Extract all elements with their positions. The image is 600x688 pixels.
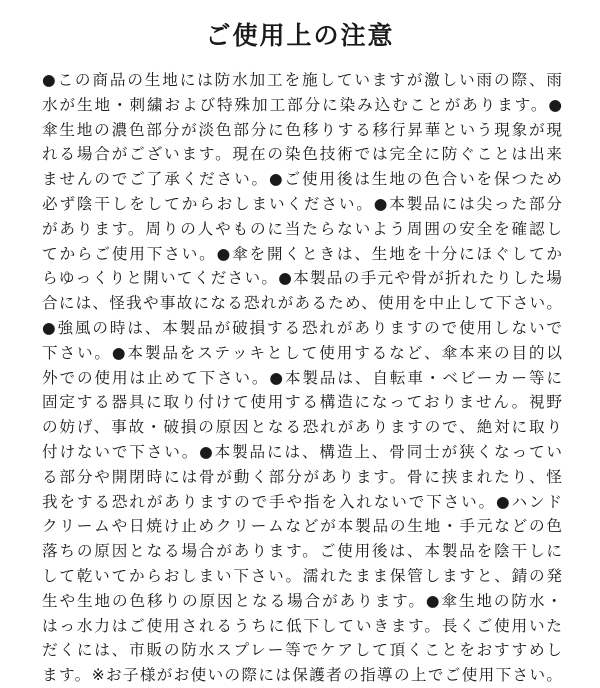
notice-line: 必ず陰干しをしてからおしまいください。●本製品には尖った部分 — [42, 194, 562, 213]
notice-line: ●この商品の生地には防水加工を施していますが激しい雨の際、雨 — [42, 71, 562, 89]
notice-line: 固定する器具に取り付けて使用する構造になっておりません。視野 — [42, 393, 562, 412]
notice-line: 下さい。●本製品をステッキとして使用するなど、傘本来の目的以 — [42, 343, 562, 362]
notice-line: れる場合がございます。現在の染色技術では完全に防ぐことは出来 — [42, 145, 562, 164]
page-title: ご使用上の注意 — [205, 21, 395, 50]
notice-line: 合には、怪我や事故になる恐れがあるため、使用を中止して下さい。 — [42, 294, 562, 313]
notice-line: 生や生地の色移りの原因となる場合があります。●傘生地の防水・ — [42, 591, 562, 610]
notice-line: る部分や開閉時には骨が動く部分があります。骨に挟まれたり、怪 — [42, 467, 562, 486]
notice-line: があります。周りの人やものに当たらないよう周囲の安全を確認し — [42, 219, 562, 238]
notice-line: ます。※お子様がお使いの際には保護者の指導の上でご使用下さい。 — [42, 666, 562, 685]
notice-line: 水が生地・刺繍および特殊加工部分に染み込むことがあります。● — [42, 95, 562, 114]
notice-line: 落ちの原因となる場合があります。ご使用後は、本製品を陰干しに — [42, 542, 562, 561]
notice-line: ●強風の時は、本製品が破損する恐れがありますので使用しないで — [42, 318, 562, 337]
notice-line: 外での使用は止めて下さい。●本製品は、自転車・ベビーカー等に — [42, 368, 562, 387]
notice-line: はっ水力はご使用されるうちに低下していきます。長くご使用いた — [42, 616, 562, 635]
notice-line: てからご使用下さい。●傘を開くときは、生地を十分にほぐしてか — [42, 244, 562, 263]
notice-line: 我をする恐れがありますので手や指を入れないで下さい。●ハンド — [42, 492, 562, 511]
notice-line: クリームや日焼け止めクリームなどが本製品の生地・手元などの色 — [42, 517, 562, 536]
notice-line: だくには、市販の防水スプレー等でケアして頂くことをおすすめし — [42, 641, 562, 660]
notice-line: 付けないで下さい。●本製品には、構造上、骨同士が狭くなってい — [42, 442, 562, 461]
notice-line: の妨げ、事故・破損の原因となる恐れがありますので、絶対に取り — [42, 418, 562, 437]
notice-line: ませんのでご了承ください。●ご使用後は生地の色合いを保つため — [42, 170, 562, 189]
notice-line: して乾いてからおしまい下さい。濡れたまま保管しますと、錆の発 — [42, 566, 562, 585]
notice-line: 傘生地の濃色部分が淡色部分に色移りする移行昇華という現象が現 — [42, 120, 562, 139]
notice-body — [42, 68, 562, 688]
notice-line: らゆっくりと開いてください。●本製品の手元や骨が折れたりした場 — [42, 269, 562, 288]
